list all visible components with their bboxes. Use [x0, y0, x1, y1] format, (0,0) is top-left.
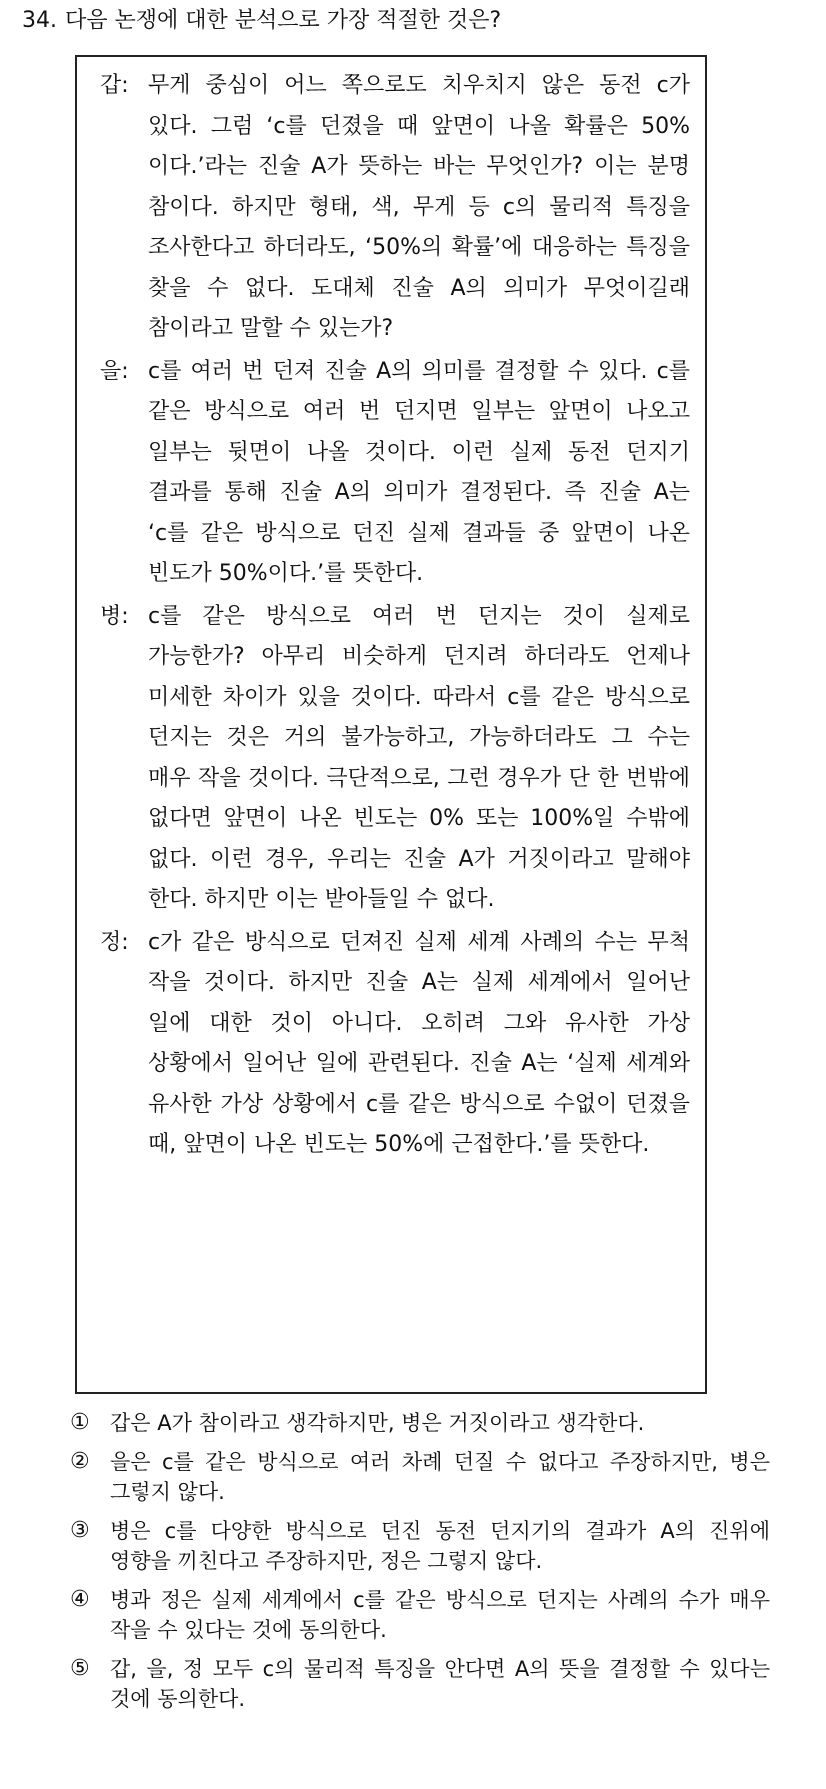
choice-marker: ⑤ [70, 1656, 90, 1681]
dialogue [100, 66, 690, 1168]
choice-3[interactable] [70, 1516, 770, 1576]
choice-text: 갑, 을, 정 모두 c의 물리적 특징을 안다면 A의 뜻을 결정할 수 있다는 것에 동의한다. [110, 1657, 770, 1711]
choice-marker: ④ [70, 1587, 90, 1612]
choice-marker: ① [70, 1410, 90, 1435]
choice-text: 병과 정은 실제 세계에서 c를 같은 방식으로 던지는 사례의 수가 매우 작을 수 있다는 것에 동의한다. [110, 1588, 770, 1642]
dialogue-turn-eul [100, 352, 690, 595]
speaker-statement: 무게 중심이 어느 쪽으로도 치우치지 않은 동전 c가 있다. 그럼 ‘c를 던졌을 때 앞면이 나올 확률은 50%이다.’라는 진술 A가 뜻하는 바는 무엇인가? 이는 분명 참이다. 하지만 형태, 색, 무게 등 c의 물리적 특징을 조사한다고 하더라도, ‘50%의 확률’에 대응하는 특징을 찾을 수 없다. 도대체 진술 A의 의미가 무엇이길래 참이라고 말할 수 있는가? [148, 73, 690, 341]
speaker-label: 병: [100, 603, 129, 629]
speaker-label: 정: [100, 929, 129, 955]
speaker-statement: c를 여러 번 던져 진술 A의 의미를 결정할 수 있다. c를 같은 방식으로 여러 번 던지면 일부는 앞면이 나오고 일부는 뒷면이 나올 것이다. 이런 실제 동전 던지기 결과를 통해 진술 A의 의미가 결정된다. 즉 진술 A는 ‘c를 같은 방식으로 던진 실제 결과들 중 앞면이 나온 빈도가 50%이다.’를 뜻한다. [148, 358, 690, 586]
choice-5[interactable] [70, 1654, 770, 1714]
choice-marker: ② [70, 1449, 90, 1474]
dialogue-turn-gap [100, 66, 690, 350]
speaker-statement: c가 같은 방식으로 던져진 실제 세계 사례의 수는 무척 작을 것이다. 하지만 진술 A는 실제 세계에서 일어난 일에 대한 것이 아니다. 오히려 그와 유사한 가상 상황에서 일어난 일에 관련된다. 진술 A는 ‘실제 세계와 유사한 가상 상황에서 c를 같은 방식으로 수없이 던졌을 때, 앞면이 나온 빈도는 50%에 근접한다.’를 뜻한다. [148, 929, 690, 1157]
speaker-label: 을: [100, 358, 129, 384]
question-number: 34. [22, 8, 57, 33]
answer-choices [70, 1408, 770, 1723]
speaker-statement: c를 같은 방식으로 여러 번 던지는 것이 실제로 가능한가? 아무리 비슷하게 던지려 하더라도 언제나 미세한 차이가 있을 것이다. 따라서 c를 같은 방식으로 던지는 것은 거의 불가능하고, 가능하더라도 그 수는 매우 작을 것이다. 극단적으로, 그런 경우가 단 한 번밖에 없다면 앞면이 나온 빈도는 0% 또는 100%일 수밖에 없다. 이런 경우, 우리는 진술 A가 거짓이라고 말해야 한다. 하지만 이는 받아들일 수 없다. [148, 603, 690, 912]
choice-4[interactable] [70, 1585, 770, 1645]
speaker-label: 갑: [100, 73, 129, 98]
dialogue-turn-byeong [100, 597, 690, 921]
question-text: 다음 논쟁에 대한 분석으로 가장 적절한 것은? [65, 8, 502, 33]
question-stem [22, 6, 812, 36]
choice-text: 병은 c를 다양한 방식으로 던진 동전 던지기의 결과가 A의 진위에 영향을 끼친다고 주장하지만, 정은 그렇지 않다. [110, 1519, 770, 1573]
choice-marker: ③ [70, 1518, 90, 1543]
choice-1[interactable] [70, 1408, 770, 1438]
dialogue-turn-jeong [100, 923, 690, 1166]
choice-2[interactable] [70, 1447, 770, 1507]
choice-text: 갑은 A가 참이라고 생각하지만, 병은 거짓이라고 생각한다. [110, 1411, 645, 1435]
choice-text: 을은 c를 같은 방식으로 여러 차례 던질 수 없다고 주장하지만, 병은 그렇지 않다. [110, 1450, 770, 1504]
